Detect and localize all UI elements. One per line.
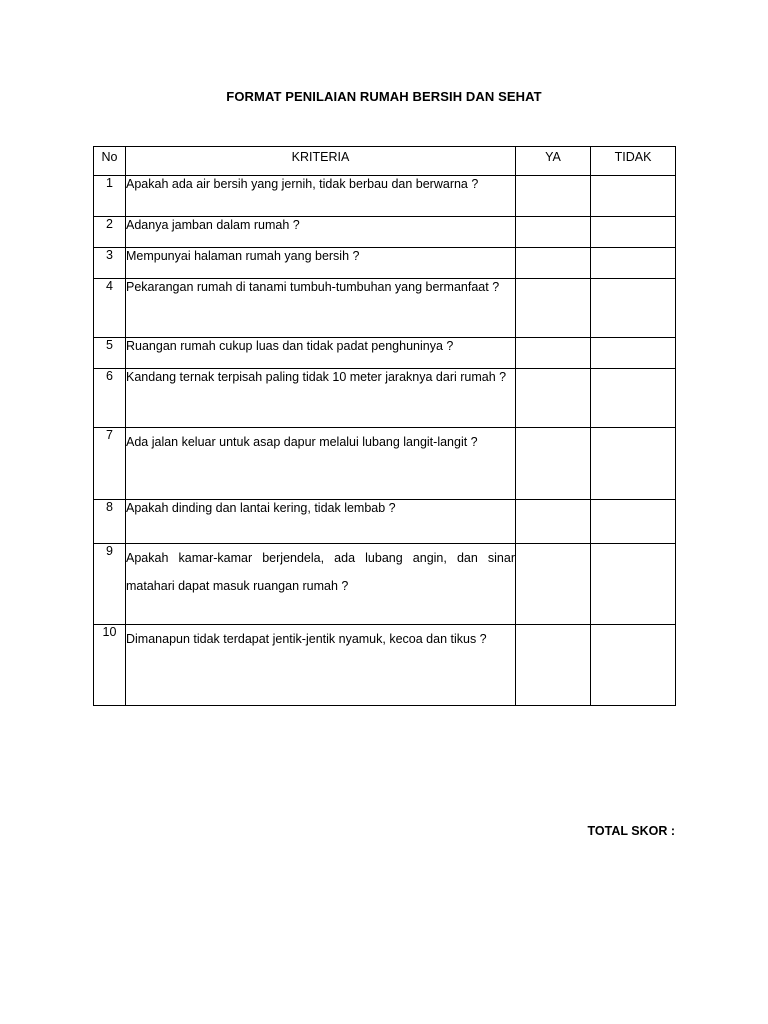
- header-kriteria: KRITERIA: [126, 147, 516, 176]
- row-criteria: Adanya jamban dalam rumah ?: [126, 217, 516, 248]
- tidak-cell[interactable]: [591, 338, 676, 369]
- row-number: 3: [94, 248, 126, 279]
- header-no: No: [94, 147, 126, 176]
- ya-cell[interactable]: [516, 500, 591, 544]
- header-tidak: TIDAK: [591, 147, 676, 176]
- row-criteria: Dimanapun tidak terdapat jentik-jentik nyamuk, kecoa dan tikus ?: [126, 625, 516, 706]
- row-number: 8: [94, 500, 126, 544]
- table-row: [94, 500, 676, 544]
- ya-cell[interactable]: [516, 544, 591, 625]
- ya-cell[interactable]: [516, 369, 591, 428]
- table-row: [94, 176, 676, 217]
- assessment-table: [93, 146, 676, 706]
- tidak-cell[interactable]: [591, 625, 676, 706]
- row-number: 4: [94, 279, 126, 338]
- ya-cell[interactable]: [516, 217, 591, 248]
- row-number: 7: [94, 428, 126, 500]
- total-score-label: TOTAL SKOR :: [587, 824, 675, 838]
- ya-cell[interactable]: [516, 279, 591, 338]
- tidak-cell[interactable]: [591, 500, 676, 544]
- row-number: 1: [94, 176, 126, 217]
- table-row: [94, 248, 676, 279]
- table-row: [94, 279, 676, 338]
- ya-cell[interactable]: [516, 248, 591, 279]
- tidak-cell[interactable]: [591, 279, 676, 338]
- tidak-cell[interactable]: [591, 369, 676, 428]
- table-row: [94, 369, 676, 428]
- table-row: [94, 338, 676, 369]
- row-criteria: Apakah ada air bersih yang jernih, tidak berbau dan berwarna ?: [126, 176, 516, 217]
- ya-cell[interactable]: [516, 428, 591, 500]
- row-number: 2: [94, 217, 126, 248]
- table-row: [94, 428, 676, 500]
- row-criteria: Apakah kamar-kamar berjendela, ada lubang angin, dan sinar matahari dapat masuk ruangan rumah ?: [126, 544, 516, 625]
- row-number: 10: [94, 625, 126, 706]
- document-title: FORMAT PENILAIAN RUMAH BERSIH DAN SEHAT: [226, 89, 542, 104]
- table-row: [94, 625, 676, 706]
- tidak-cell[interactable]: [591, 176, 676, 217]
- row-number: 9: [94, 544, 126, 625]
- ya-cell[interactable]: [516, 625, 591, 706]
- row-criteria: Ada jalan keluar untuk asap dapur melalui lubang langit-langit ?: [126, 428, 516, 500]
- ya-cell[interactable]: [516, 338, 591, 369]
- row-criteria: Ruangan rumah cukup luas dan tidak padat penghuninya ?: [126, 338, 516, 369]
- ya-cell[interactable]: [516, 176, 591, 217]
- row-criteria: Pekarangan rumah di tanami tumbuh-tumbuhan yang bermanfaat ?: [126, 279, 516, 338]
- row-number: 5: [94, 338, 126, 369]
- row-criteria: Mempunyai halaman rumah yang bersih ?: [126, 248, 516, 279]
- table-row: [94, 544, 676, 625]
- row-criteria: Kandang ternak terpisah paling tidak 10 meter jaraknya dari rumah ?: [126, 369, 516, 428]
- table-header-row: [94, 147, 676, 176]
- tidak-cell[interactable]: [591, 544, 676, 625]
- tidak-cell[interactable]: [591, 217, 676, 248]
- row-criteria: Apakah dinding dan lantai kering, tidak lembab ?: [126, 500, 516, 544]
- table-row: [94, 217, 676, 248]
- tidak-cell[interactable]: [591, 428, 676, 500]
- tidak-cell[interactable]: [591, 248, 676, 279]
- row-number: 6: [94, 369, 126, 428]
- header-ya: YA: [516, 147, 591, 176]
